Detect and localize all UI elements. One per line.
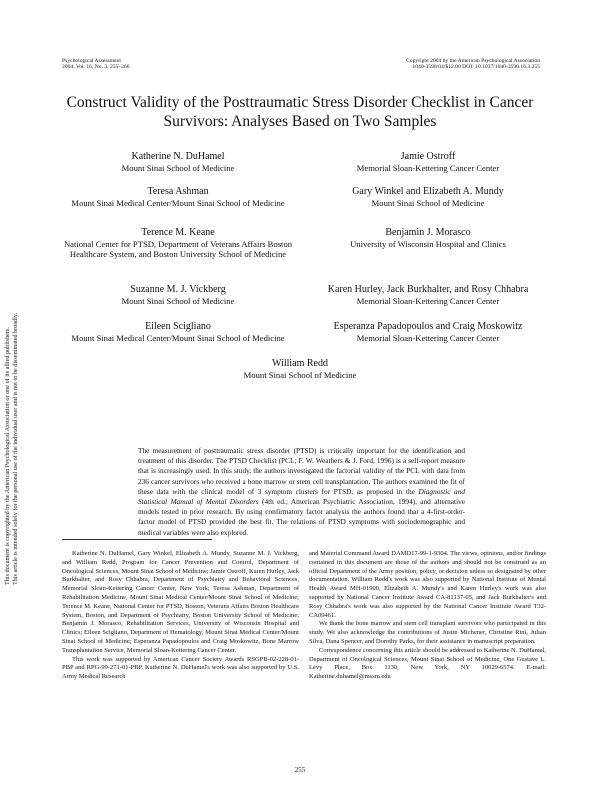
abstract <box>138 446 465 538</box>
author-name: Benjamin J. Morasco <box>385 227 471 238</box>
author-block <box>298 227 558 249</box>
article-title: Construct Validity of the Posttraumatic Stress Disorder Checklist in Cancer Survivors: Analyses Based on Two Samples <box>66 94 534 130</box>
author-name: Terence M. Keane <box>141 227 215 238</box>
author-block <box>298 186 558 208</box>
footnote-paragraph: We thank the bone marrow and stem cell transplant survivors who participated in this study. We also acknowledge the contributions of Justin Michener, Christine Rini, Julian Silva, Dana Spencer, and Dorothy Parks, for their assistance in manuscript preparation. <box>309 620 546 645</box>
journal-header <box>62 58 130 71</box>
copyright-line: Copyright 2004 by the American Psychological Association <box>406 58 540 64</box>
author-name: Karen Hurley, Jack Burkhalter, and Rosy Chhabra <box>327 284 529 295</box>
author-name: Teresa Ashman <box>147 186 209 197</box>
side-notice-line: This article is intended solely for the personal use of the individual user and is not to be disseminated broadly. <box>11 312 19 585</box>
footnote-paragraph: Correspondence concerning this article should be addressed to Katherine N. DuHamel, Department of Oncological Sciences, Mount Sinai School of Medicine, One Gustave L. Levy Place, Box 1130, New York, NY 10029-6574. E-mail: Katherine.duhamel@mssm.edu <box>309 646 546 681</box>
author-block <box>48 284 308 306</box>
author-block <box>48 321 308 343</box>
author-block <box>48 186 308 208</box>
author-name: Esperanza Papadopoulos and Craig Moskowitz <box>333 321 523 332</box>
abstract-text: (4th ed.; American Psychiatric Association, 1994), and alternative models tested in prior research. By using confirmatory factor analysis the authors found that a 4-first-order-factor model of PTSD provided the best fit. The relations of PTSD symptoms with sociodemographic and medical variables were also explored. <box>138 497 465 537</box>
author-affiliation: Mount Sinai School of Medicine <box>121 163 235 173</box>
footnote-paragraph: and Material Command Award DAMD17-99-1-9304. The views, opinions, and/or findings contained in this document are those of the authors and should not be construed as an official Department of the Army position, policy, or decision unless so designated by other documentation. William Redd's work was also supported by National Institute of Mental Health Award MH-01900, Elizabeth A. Mundy's and Karen Hurley's work was also supported by National Cancer Institute Award CA-81137-05, and Jack Burkhalter's and Rosy Chhabra's work was also supported by the National Cancer Institute Award T32-CA09461. <box>309 550 546 619</box>
footnote-divider <box>62 539 212 540</box>
author-affiliation: Memorial Sloan-Kettering Cancer Center <box>356 296 500 306</box>
journal-name: Psychological Assessment <box>62 58 121 64</box>
author-affiliation: Mount Sinai Medical Center/Mount Sinai School of Medicine <box>71 198 285 208</box>
author-affiliation: Mount Sinai Medical Center/Mount Sinai School of Medicine <box>71 333 285 343</box>
author-affiliation: Memorial Sloan-Kettering Cancer Center <box>356 333 500 343</box>
author-affiliation: Mount Sinai School of Medicine <box>243 370 357 380</box>
author-affiliation: Mount Sinai School of Medicine <box>121 296 235 306</box>
doi-line: 1040-3590/04/$12.00 DOI: 10.1037/1040-3590.16.3.255 <box>412 64 540 71</box>
footnote-column-left <box>62 550 299 682</box>
author-block <box>298 151 558 173</box>
author-affiliation: Mount Sinai School of Medicine <box>371 198 485 208</box>
author-name: Katherine N. DuHamel <box>131 151 225 162</box>
author-name: William Redd <box>272 358 328 369</box>
author-affiliation: Memorial Sloan-Kettering Cancer Center <box>356 163 500 173</box>
journal-volume: 2004, Vol. 16, No. 3, 255–266 <box>62 64 130 71</box>
footnote-column-right <box>309 550 546 682</box>
abstract-italic: Diagnostic and Statistical Manual of Mental Disorders <box>138 486 465 507</box>
side-copyright-notice <box>4 205 19 585</box>
author-affiliation: National Center for PTSD, Department of Veterans Affairs Boston Healthcare System, and Boston University School of Medicine <box>63 239 293 259</box>
author-block <box>298 321 558 343</box>
author-name: Suzanne M. J. Vickberg <box>130 284 226 295</box>
footnote-paragraph: This work was supported by American Cancer Society Awards RSGPB-02-228-01-PBP and RPG-99-271-01-PBP. Katherine N. DuHamel's work was also supported by U.S. Army Medical Research <box>62 655 299 681</box>
author-block <box>170 358 430 380</box>
author-name: Eileen Scigliano <box>145 321 211 332</box>
abstract-text: The measurement of posttraumatic stress disorder (PTSD) is critically important for the identification and treatment of this disorder. The PTSD Checklist (PCL; F. W. Weathers & J. Ford, 1996) is a self-report measure that is increasingly used. In this study, the authors investigated the factorial validity of the PCL with data from 236 cancer survivors who received a bone marrow or stem cell transplantation. The authors examined the fit of these data with the clinical model of 3 symptom clusters for PTSD, as proposed in the <box>138 446 465 496</box>
author-block <box>48 151 308 173</box>
copyright-header <box>406 58 540 71</box>
side-notice-line: This document is copyrighted by the American Psychological Association or one of its allied publishers. <box>4 327 11 585</box>
page-number: 255 <box>294 766 306 774</box>
author-affiliation: University of Wisconsin Hospital and Clinics <box>350 239 506 249</box>
author-block <box>298 284 558 306</box>
author-name: Gary Winkel and Elizabeth A. Mundy <box>352 186 504 197</box>
footnote-paragraph: Katherine N. DuHamel, Gary Winkel, Elizabeth A. Mundy, Suzanne M. J. Vickberg, and William Redd, Program for Cancer Prevention and Control, Department of Oncological Sciences, Mount Sinai School of Medicine; Jamie Ostroff, Karen Hurley, Jack Burkhalter, and Rosy Chhabra, Department of Psychiatry and Behavioral Sciences, Memorial Sloan-Kettering Cancer Center, New York; Teresa Ashman, Department of Rehabilitation Medicine, Mount Sinai Medical Center/Mount Sinai School of Medicine; Terence M. Keane, National Center for PTSD, Boston, Veterans Affairs Boston Healthcare System, Boston, and Department of Psychiatry, Boston University School of Medicine; Benjamin J. Morasco, Rehabilitation Services, University of Wisconsin Hospital and Clinics; Eileen Scigliano, Department of Hematology, Mount Sinai Medical Center/Mount Sinai School of Medicine; Esperanza Papadopoulos and Craig Moskowitz, Bone Marrow Transplantation Service, Memorial Sloan-Kettering Cancer Center. <box>62 550 299 654</box>
author-name: Jamie Ostroff <box>400 151 456 162</box>
author-block <box>58 227 298 259</box>
